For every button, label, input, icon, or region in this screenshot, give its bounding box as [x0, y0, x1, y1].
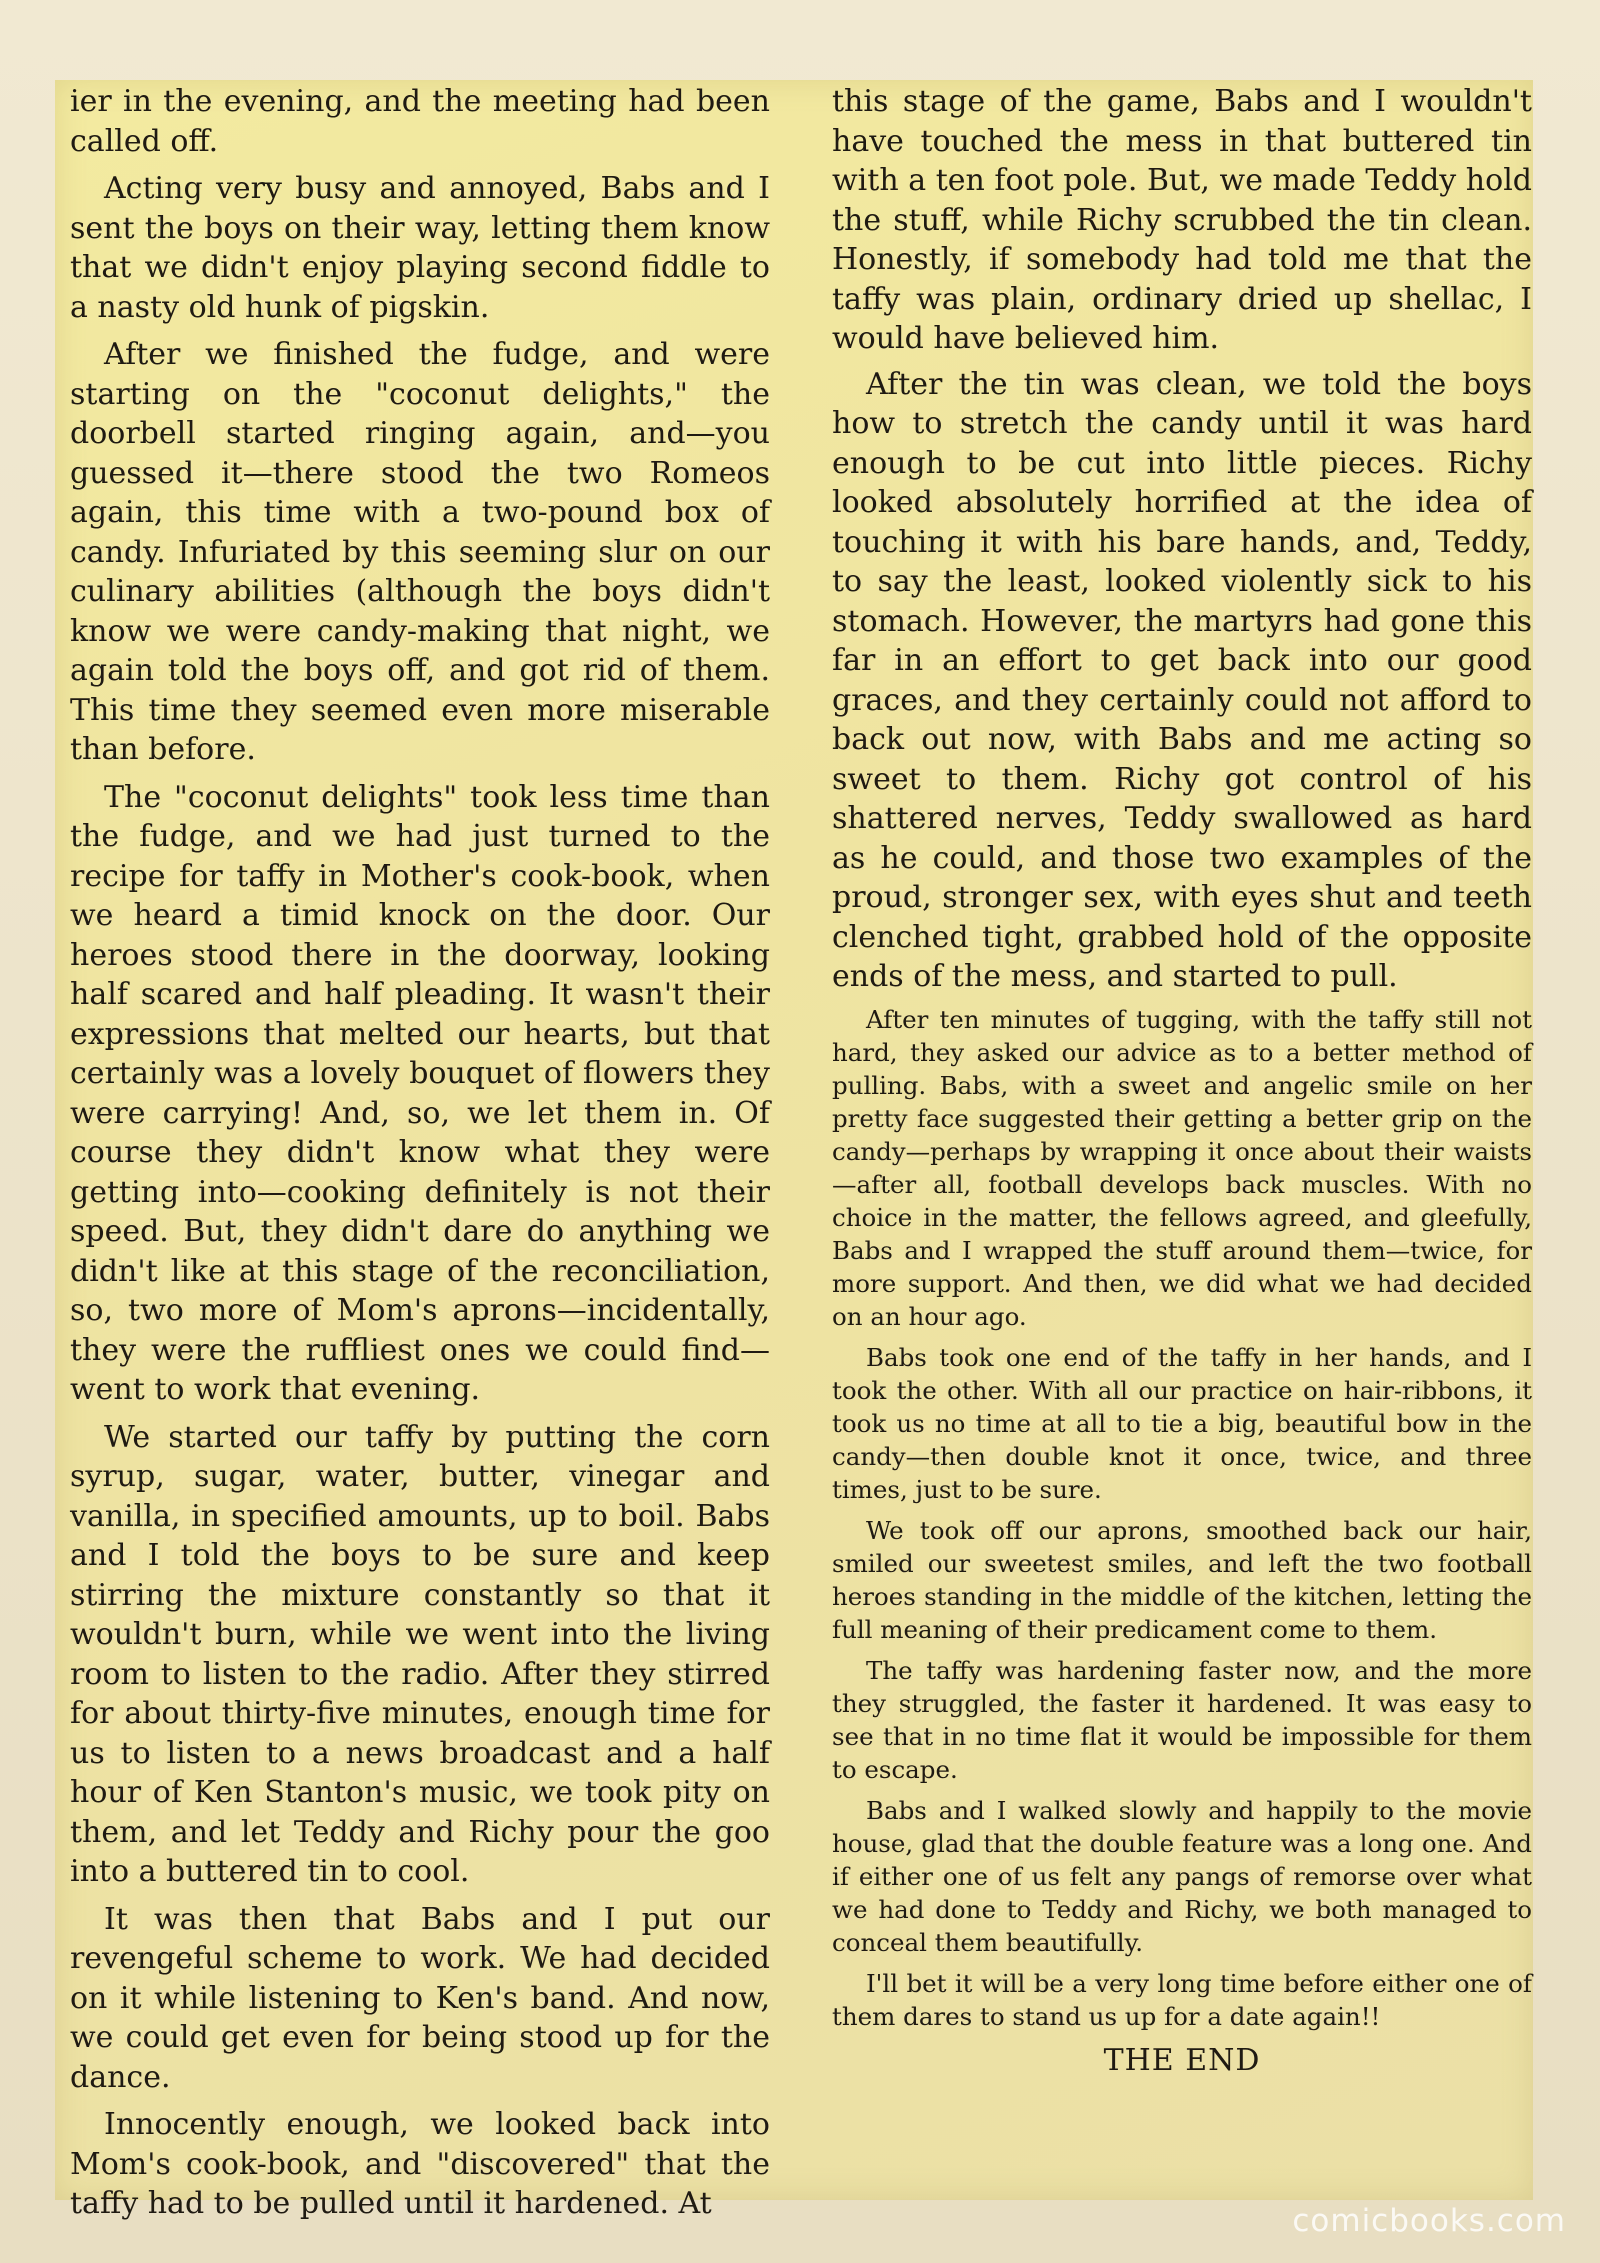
paragraph: this stage of the game, Babs and I wouldn't have touched the mess in that buttered tin with a ten foot pole. But, we made Teddy hold the stuff, while Richy scrubbed the tin clean. Honestly, if somebody had told me that the taffy was plain, ordinary dried up shellac, I would have believed him.	[832, 84, 1532, 356]
paragraph: Babs and I walked slowly and happily to the movie house, glad that the double feature was a long one. And if either one of us felt any pangs of remorse over what we had done to Teddy and Richy, we both managed to conceal them beautifully.	[832, 1795, 1532, 1957]
paragraph: It was then that Babs and I put our revengeful scheme to work. We had decided on it while listening to Ken's band. And now, we could get even for being stood up for the dance.	[70, 1901, 770, 2095]
paragraph: After ten minutes of tugging, with the taffy still not hard, they asked our advice as to a better method of pulling. Babs, with a sweet and angelic smile on her pretty face suggested their getting a better grip on the candy—perhaps by wrapping it once about their waists—after all, football develops back muscles. With no choice in the matter, the fellows agreed, and gleefully, Babs and I wrapped the stuff around them—twice, for more support. And then, we did what we had decided on an hour ago.	[832, 1004, 1532, 1331]
paragraph: After the tin was clean, we told the boys how to stretch the candy until it was hard enough to be cut into little pieces. Richy looked absolutely horrified at the idea of touching it with his bare hands, and, Teddy, to say the least, looked violently sick to his stomach. However, the martyrs had gone this far in an effort to get back into our good graces, and they certainly could not afford to back out now, with Babs and me acting so sweet to them. Richy got control of his shattered nerves, Teddy swallowed as hard as he could, and those two examples of the proud, stronger sex, with eyes shut and teeth clenched tight, grabbed hold of the opposite ends of the mess, and started to pull.	[832, 366, 1532, 994]
paragraph: The taffy was hardening faster now, and the more they struggled, the faster it hardened. It was easy to see that in no time flat it would be impossible for them to escape.	[832, 1655, 1532, 1784]
left-column	[70, 82, 770, 2221]
right-column-large-text	[832, 82, 1532, 997]
right-column-small-text	[832, 1003, 1532, 2033]
paragraph: We started our taffy by putting the corn syrup, sugar, water, butter, vinegar and vanilla, in specified amounts, up to boil. Babs and I told the boys to be sure and keep stirring the mixture constantly so that it wouldn't burn, while we went into the living room to listen to the radio. After they stirred for about thirty-five minutes, enough time for us to listen to a news broadcast and a half hour of Ken Stanton's music, we took pity on them, and let Teddy and Richy pour the goo into a buttered tin to cool.	[70, 1419, 770, 1889]
paragraph: Innocently enough, we looked back into Mom's cook-book, and "discovered" that the taffy had to be pulled until it hardened. At	[70, 2107, 770, 2221]
paragraph: Acting very busy and annoyed, Babs and I sent the boys on their way, letting them know that we didn't enjoy playing second fiddle to a nasty old hunk of pigskin.	[70, 171, 770, 325]
paragraph: The "coconut delights" took less time than the fudge, and we had just turned to the recipe for taffy in Mother's cook-book, when we heard a timid knock on the door. Our heroes stood there in the doorway, looking half scared and half pleading. It wasn't their expressions that melted our hearts, but that certainly was a lovely bouquet of flowers they were carrying! And, so, we let them in. Of course they didn't know what they were getting into—cooking definitely is not their speed. But, they didn't dare do anything we didn't like at this stage of the reconciliation, so, two more of Mom's aprons—incidentally, they were the ruffliest ones we could find—went to work that evening.	[70, 779, 770, 1407]
paragraph: I'll bet it will be a very long time before either one of them dares to stand us up for a date again!!	[832, 1968, 1532, 2031]
paragraph: After we finished the fudge, and were starting on the "coconut delights," the doorbell started ringing again, and—you guessed it—there stood the two Romeos again, this time with a two-pound box of candy. Infuriated by this seeming slur on our culinary abilities (although the boys didn't know we were candy-making that night, we again told the boys off, and got rid of them. This time they seemed even more miserable than before.	[70, 337, 770, 767]
paragraph: Babs took one end of the taffy in her hands, and I took the other. With all our practice on hair-ribbons, it took us no time at all to tie a big, beautiful bow in the candy—then double knot it once, twice, and three times, just to be sure.	[832, 1342, 1532, 1504]
paragraph: We took off our aprons, smoothed back our hair, smiled our sweetest smiles, and left the two football heroes standing in the middle of the kitchen, letting the full meaning of their predicament come to them.	[832, 1515, 1532, 1644]
watermark: comicbooks.com	[1292, 2203, 1566, 2239]
the-end-label: THE END	[1103, 2042, 1261, 2078]
right-column	[832, 82, 1532, 2192]
paragraph: ier in the evening, and the meeting had been called off.	[70, 84, 770, 159]
